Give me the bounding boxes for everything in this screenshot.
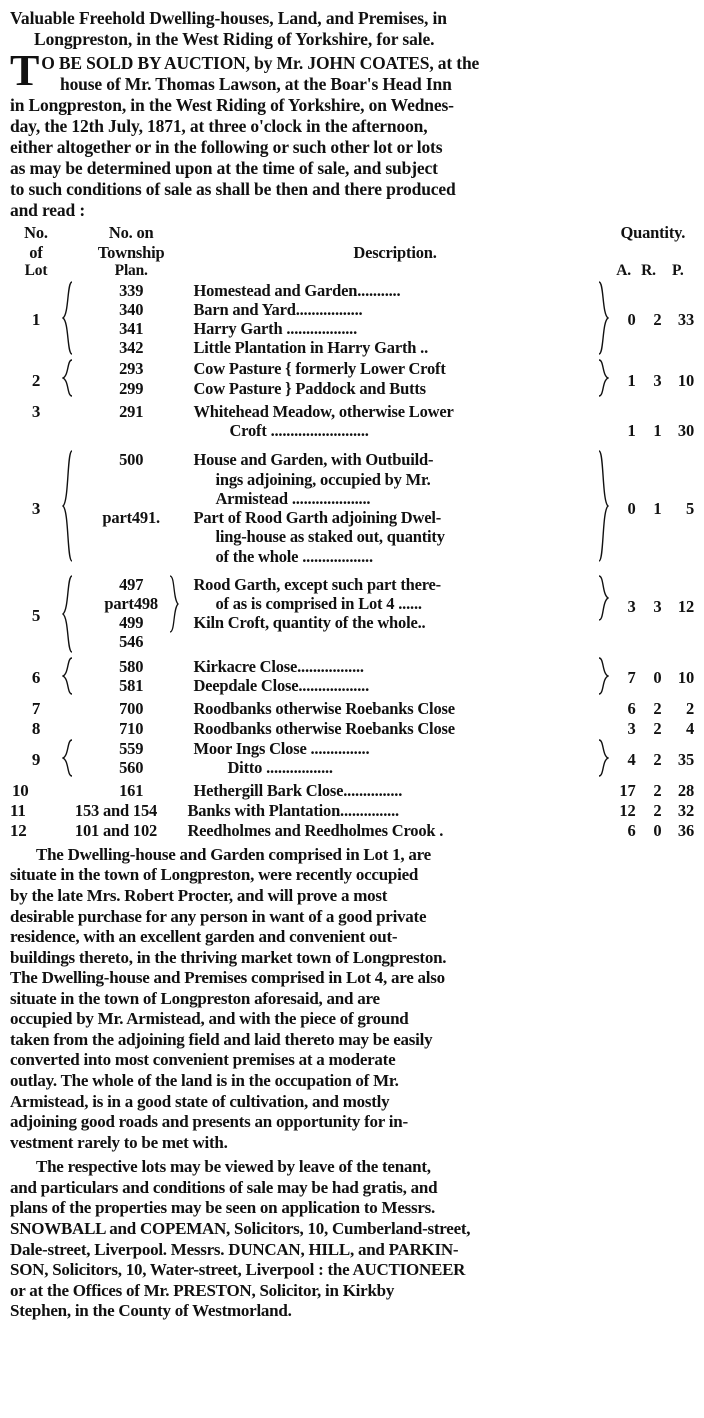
quantity-roods: 3 — [653, 596, 662, 616]
quantity-acres: 12 — [619, 801, 636, 821]
brace-left-icon — [62, 281, 74, 355]
quantity-perches: 33 — [677, 310, 694, 330]
quantity-acres: 0 — [627, 310, 636, 330]
plan-numbers: 153 and 154 — [74, 801, 158, 821]
table-row — [10, 450, 694, 566]
col-roods-head: R. — [641, 262, 656, 280]
lot-description: Homestead and Garden........... Barn and Yard................. Harry Garth .................. Little Plantation in Harry Garth .. — [193, 280, 428, 358]
quantity-acres: 6 — [627, 699, 636, 719]
brace-right-icon — [597, 657, 609, 695]
col-acres-head: A. — [616, 262, 631, 280]
right-brace — [597, 450, 612, 566]
quantity-perches: 28 — [677, 781, 694, 801]
plan-numbers: 559 560 — [119, 738, 144, 778]
left-brace — [62, 450, 75, 566]
col-lot-head-3: Lot — [24, 262, 48, 280]
lot-description: Reedholmes and Reedholmes Crook . — [187, 820, 444, 840]
heading-line-2: Longpreston, in the West Riding of Yorkshire, for sale. — [34, 29, 435, 50]
quantity-roods: 2 — [653, 699, 662, 719]
lot-number: 11 — [10, 801, 26, 821]
table-header-row-3 — [10, 262, 694, 280]
table-row — [10, 657, 694, 699]
lead-line-5: either altogether or in the following or such other lot or lots — [10, 137, 443, 157]
quantity-roods: 1 — [653, 498, 662, 518]
lead-paragraph — [10, 45, 694, 222]
lead-line-8: and read : — [10, 200, 85, 221]
lead-line-1: O BE SOLD BY AUCTION, by Mr. JOHN COATES, at the — [41, 52, 480, 73]
body-paragraph-2: The respective lots may be viewed by leave of the tenant, and particulars and conditions of sale may be had gratis, and plans of the properties may be seen on application to Messrs. SNOWBALL and COPEMAN, Solicitors, 10, Cumberland-street, Dale-street, Liverpool. Messrs. DUNCAN, HILL, and PARKIN- SON, Solicitors, 10, Water-street, Liverpool : the AUCTIONEER or at the Offices of Mr. PRESTON, Solicitor, in Kirkby Stephen, in the County of Westmorland. — [10, 1157, 471, 1321]
quantity-roods: 3 — [653, 370, 662, 390]
brace-right-icon — [597, 575, 609, 621]
table-row — [10, 821, 694, 841]
table-row — [10, 781, 694, 801]
quantity-acres: 1 — [627, 421, 636, 440]
plan-numbers: 293 299 — [119, 359, 144, 398]
col-plan-head-1: No. on — [108, 223, 154, 243]
quantity-acres: 0 — [627, 498, 636, 518]
right-brace — [597, 359, 612, 401]
lead-line-6: as may be determined upon at the time of sale, and subject — [10, 158, 438, 179]
quantity-perches: 32 — [677, 801, 694, 821]
left-brace — [62, 281, 75, 360]
lot-description: Hethergill Bark Close............... — [193, 781, 403, 801]
plan-numbers: 497 part498 499 546 — [75, 575, 188, 657]
quantity-perches: 35 — [677, 750, 694, 770]
right-brace — [597, 739, 612, 781]
table-row — [10, 281, 694, 360]
notice-heading — [10, 8, 694, 51]
lot-description: Moor Ings Close ............... Ditto ................. — [193, 738, 370, 778]
left-brace — [62, 657, 75, 699]
quantity-acres: 17 — [619, 781, 636, 801]
quantity-roods: 1 — [653, 421, 662, 440]
lot-number: 9 — [31, 750, 41, 770]
col-lot-head-2: of — [29, 242, 43, 262]
lead-line-4: day, the 12th July, 1871, at three o'clock in the afternoon, — [10, 115, 428, 136]
right-brace — [597, 657, 612, 699]
lead-line-3: in Longpreston, in the West Riding of Yorkshire, on Wednes- — [10, 94, 454, 115]
left-brace — [62, 575, 75, 657]
table-row — [10, 801, 694, 821]
table-row — [10, 719, 694, 739]
plan-numbers: 161 — [119, 781, 144, 801]
table-row — [10, 699, 694, 719]
lot-description: House and Garden, with Outbuild- ings adjoining, occupied by Mr. Armistead .................... Part of Rood Garth adjoining Dwel- ling-house as staked out, quantity of the whole .................. — [193, 450, 445, 566]
brace-left-icon — [62, 739, 74, 777]
quantity-perches: 5 — [685, 498, 694, 518]
lead-line-7: to such conditions of sale as shall be then and there produced — [10, 179, 456, 200]
lot-description: Roodbanks otherwise Roebanks Close — [193, 699, 455, 719]
table-row — [10, 359, 694, 401]
quantity-acres: 4 — [627, 750, 636, 770]
col-description-head: Description. — [353, 242, 437, 262]
left-brace — [62, 359, 75, 401]
brace-left-icon — [62, 657, 74, 695]
quantity-acres: 7 — [627, 668, 636, 688]
brace-right-icon — [597, 450, 609, 562]
brace-right-icon — [597, 739, 609, 777]
quantity-perches: 2 — [685, 699, 694, 719]
lot-number: 10 — [12, 781, 29, 801]
lot-description: Whitehead Meadow, otherwise Lower Croft ......................... — [193, 401, 454, 440]
lot-number: 6 — [31, 668, 41, 688]
table-header-row-2 — [10, 243, 694, 262]
col-perches-head: P. — [671, 262, 684, 280]
heading-line-1: Valuable Freehold Dwelling-houses, Land, and Premises, in — [10, 8, 447, 28]
quantity-perches: 10 — [677, 668, 694, 688]
quantity-perches: 12 — [677, 596, 694, 616]
quantity-acres: 3 — [627, 719, 636, 739]
plan-numbers: 500 part491. — [102, 450, 160, 527]
plan-numbers: 580 581 — [119, 656, 144, 696]
brace-left-icon — [62, 575, 74, 653]
quantity-roods: 2 — [653, 310, 662, 330]
lot-number: 3 — [31, 498, 41, 518]
quantity-roods: 0 — [653, 668, 662, 688]
lot-number: 5 — [31, 605, 41, 625]
quantity-acres: 6 — [627, 820, 636, 840]
lot-description: Cow Pasture { formerly Lower Croft Cow Pasture } Paddock and Butts — [193, 359, 446, 398]
table-header-row-1 — [10, 223, 694, 242]
drop-cap: T — [10, 45, 40, 95]
body-paragraph-1: The Dwelling-house and Garden comprised in Lot 1, are situate in the town of Longpreston, were recently occupied by the late Mrs. Robert Procter, and will prove a most desirable purchase for any person in want of a good private residence, with an excellent garden and convenient out- buildings thereto, in the thriving market town of Longpreston. The Dwelling-house and Premises comprised in Lot 4, are also situate in the town of Longpreston aforesaid, and are occupied by Mr. Armistead, and with the piece of ground taken from the adjoining field and laid thereto may be easily converted into most convenient premises at a moderate outlay. The whole of the land is in the occupation of Mr. Armistead, is in a good state of cultivation, and mostly adjoining good roads and presents an opportunity for in- vestment rarely to be met with. — [10, 844, 447, 1152]
quantity-roods: 2 — [653, 801, 662, 821]
lot-number: 7 — [31, 699, 41, 719]
col-lot-head-1: No. — [24, 223, 48, 243]
plan-numbers: 339 340 341 342 — [119, 280, 144, 358]
quantity-roods: 2 — [653, 750, 662, 770]
lot-description: Kirkacre Close................. Deepdale Close.................. — [193, 656, 370, 696]
left-brace — [62, 739, 75, 781]
right-brace — [597, 575, 612, 657]
table-row — [10, 739, 694, 781]
brace-left-icon — [62, 450, 74, 562]
col-plan-head-2: Township — [97, 242, 165, 262]
lot-number: 8 — [31, 719, 41, 739]
brace-right-icon — [169, 575, 179, 633]
quantity-roods: 2 — [653, 781, 662, 801]
plan-numbers: 101 and 102 — [74, 820, 158, 840]
quantity-acres: 3 — [627, 596, 636, 616]
lots-table — [10, 223, 694, 841]
lot-number: 2 — [31, 370, 41, 390]
plan-numbers: 291 — [119, 401, 144, 421]
lot-number: 12 — [10, 820, 27, 840]
lot-description: Roodbanks otherwise Roebanks Close — [193, 719, 455, 739]
table-row — [10, 402, 694, 441]
quantity-roods: 2 — [653, 719, 662, 739]
brace-right-icon — [597, 281, 609, 355]
plan-numbers: 710 — [119, 719, 144, 739]
lot-description: Banks with Plantation............... — [187, 801, 399, 821]
quantity-acres: 1 — [627, 370, 636, 390]
brace-left-icon — [62, 359, 74, 397]
brace-right-icon — [597, 359, 609, 397]
col-plan-head-3: Plan. — [114, 262, 148, 280]
lot-number: 3 — [31, 401, 41, 421]
lot-description: Rood Garth, except such part there- of as is comprised in Lot 4 ...... Kiln Croft, quantity of the whole.. — [193, 574, 441, 633]
plan-numbers: 700 — [119, 699, 144, 719]
lead-line-2: house of Mr. Thomas Lawson, at the Boar's Head Inn — [60, 73, 452, 94]
quantity-perches: 36 — [677, 820, 694, 840]
right-brace — [597, 281, 612, 360]
quantity-perches: 30 — [677, 421, 694, 440]
lot-number: 1 — [31, 310, 41, 330]
col-quantity-head: Quantity. — [620, 223, 686, 243]
table-row — [10, 575, 694, 657]
quantity-perches: 4 — [685, 719, 694, 739]
quantity-roods: 0 — [653, 820, 662, 840]
quantity-perches: 10 — [677, 370, 694, 390]
